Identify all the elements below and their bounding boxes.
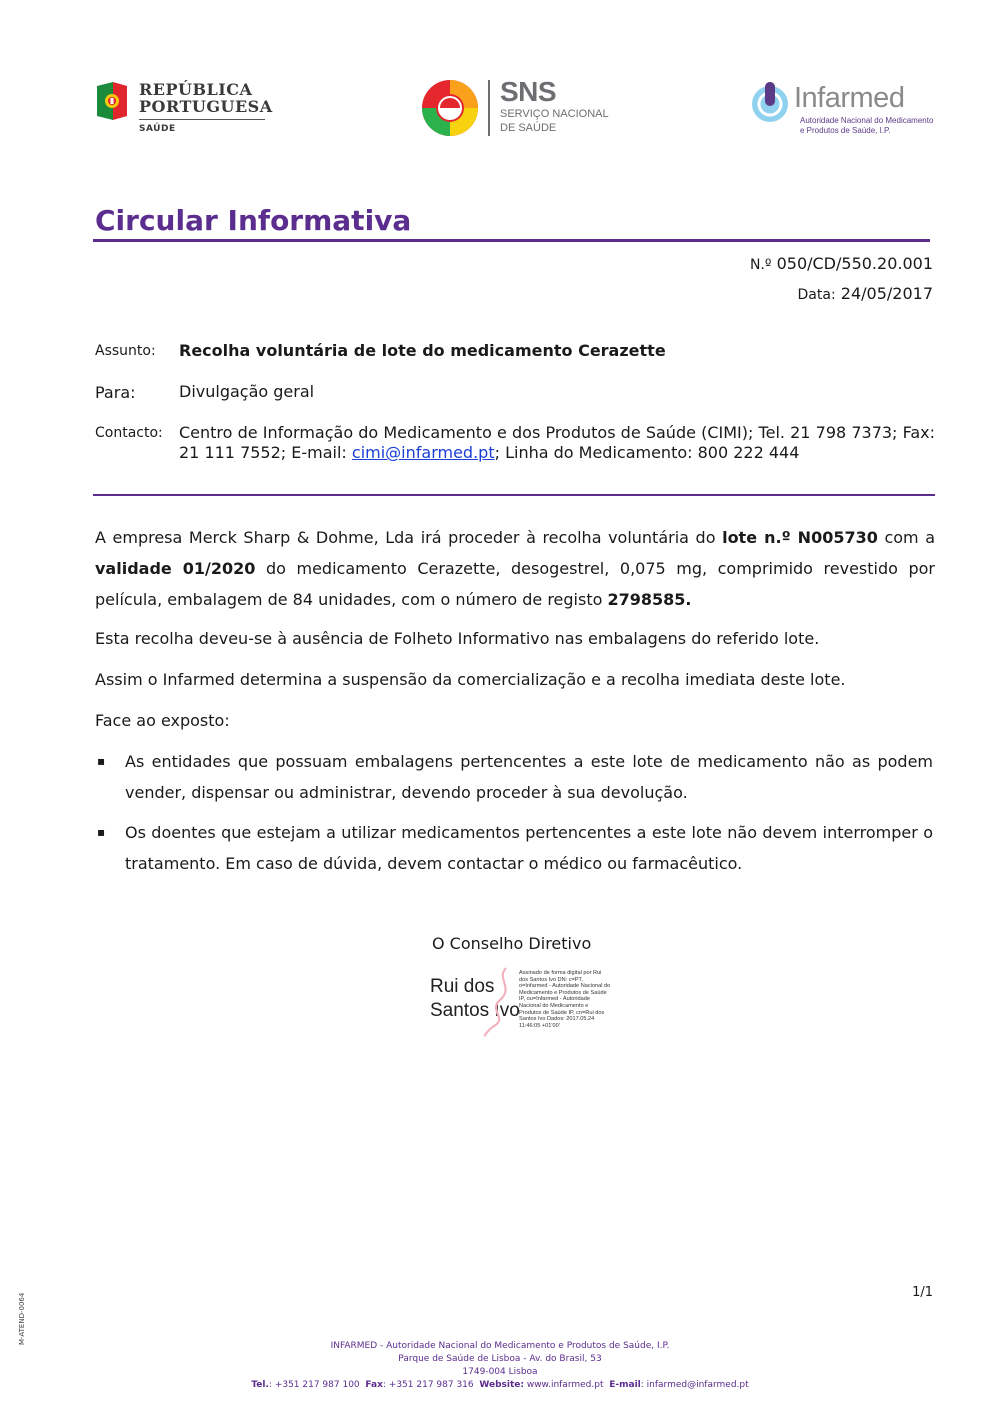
lot-number: lote n.º N005730	[722, 528, 878, 547]
body-paragraph-2: Esta recolha deveu-se à ausência de Folheto Informativo nas embalagens do referido lote.	[95, 629, 820, 648]
bullet-2-marker: ▪	[97, 825, 106, 839]
number-label: N.º	[749, 257, 772, 273]
assunto-value: Recolha voluntária de lote do medicamento Cerazette	[179, 341, 666, 360]
sns-sub1: SERVIÇO NACIONAL	[500, 108, 609, 120]
signer-name-line1: Rui dos	[430, 976, 495, 997]
circular-number	[750, 254, 933, 273]
republica-line1: REPÚBLICA	[139, 80, 253, 99]
date-value: 24/05/2017	[840, 284, 933, 303]
republica-line2: PORTUGUESA	[139, 97, 273, 116]
footer-tel: : +351 217 987 100	[268, 1380, 360, 1390]
footer-email-label: E-mail	[609, 1380, 641, 1390]
contacto-value	[179, 423, 935, 463]
bullet-1: As entidades que possuam embalagens pertencentes a este lote de medicamento não as podem vender, dispensar ou administrar, devendo proceder à sua devolução.	[125, 752, 933, 802]
body-paragraph-3: Assim o Infarmed determina a suspensão da comercialização e a recolha imediata deste lote.	[95, 670, 846, 689]
bullet-2: Os doentes que estejam a utilizar medicamentos pertencentes a este lote não devem interromper o tratamento. Em caso de dúvida, devem contactar o médico ou farmacêutico.	[125, 823, 933, 873]
assunto-label: Assunto:	[95, 343, 156, 359]
council-label: O Conselho Diretivo	[432, 934, 592, 953]
digital-signature-details: Assinado de forma digital por Rui dos Santos Ivo DN: c=PT, o=Infarmed - Autoridade Nacional do Medicamento e Produtos de Saúde IP, ou=Infarmed - Autoridade Nacional do Medicamento e Produtos de Saúde IP, cn=Rui dos Santos Ivo Dados: 2017.05.24 11:46:05 +01'00'	[519, 970, 611, 1029]
sns-emblem-icon	[420, 78, 480, 138]
footer-contacts	[0, 1380, 1000, 1390]
footer-tel-label: Tel.	[251, 1380, 269, 1390]
para-label: Para:	[95, 383, 136, 402]
contacto-text-pre: Centro de Informação do Medicamento e dos Produtos de Saúde (CIMI); Tel. 21 798 7373; Fax: 21 111 7552; E-mail:	[179, 423, 935, 462]
contacto-email-link[interactable]: cimi@infarmed.pt	[351, 443, 495, 462]
footer-postal: 1749-004 Lisboa	[462, 1367, 538, 1377]
footer-fax-label: Fax	[365, 1380, 383, 1390]
title-divider	[93, 239, 930, 242]
header-divider	[93, 494, 935, 496]
number-value: 050/CD/550.20.001	[776, 254, 933, 273]
p1-text-e: do medicamento Cerazette, desogestrel, 0,075 mg, comprimido revestido por película, embalagem de 84 unidades, com o número de registo	[95, 559, 935, 609]
registration-number: 2798585.	[607, 590, 692, 609]
republica-sub: SAÚDE	[139, 124, 176, 134]
footer-org: INFARMED - Autoridade Nacional do Medicamento e Produtos de Saúde, I.P.	[330, 1341, 670, 1351]
sns-title: SNS	[500, 76, 557, 107]
sns-sub2: DE SAÚDE	[500, 122, 557, 134]
footer-email[interactable]: : infarmed@infarmed.pt	[640, 1380, 749, 1390]
infarmed-sub2: e Produtos de Saúde, I.P.	[800, 126, 891, 135]
validity: validade 01/2020	[95, 559, 256, 578]
contacto-text-post: ; Linha do Medicamento: 800 222 444	[494, 443, 800, 462]
contacto-label: Contacto:	[95, 425, 163, 441]
republica-portuguesa-logo	[95, 78, 275, 140]
bullet-1-marker: ▪	[97, 754, 106, 768]
signature-stroke-icon	[478, 966, 518, 1038]
p1-text-a: A empresa Merck Sharp & Dohme, Lda irá proceder à recolha voluntária do	[95, 528, 723, 547]
footer-web-label: Website:	[479, 1380, 524, 1390]
infarmed-logo	[750, 78, 935, 140]
sns-logo	[420, 78, 620, 140]
circular-date	[798, 284, 933, 303]
republica-divider	[139, 119, 265, 120]
para-value: Divulgação geral	[179, 382, 315, 401]
footer-web[interactable]: www.infarmed.pt	[523, 1380, 604, 1390]
sns-divider	[488, 80, 490, 136]
portugal-flag-emblem-icon	[95, 80, 129, 122]
body-paragraph-4: Face ao exposto:	[95, 711, 230, 730]
form-code: M-ATEND-0064	[18, 1292, 26, 1345]
infarmed-name: Infarmed	[794, 82, 905, 114]
footer-address: Parque de Saúde de Lisboa - Av. do Brasil, 53	[398, 1354, 602, 1364]
page-number: 1/1	[912, 1285, 933, 1300]
infarmed-emblem-icon	[750, 80, 794, 124]
p1-text-c: com a	[877, 528, 936, 547]
signer-name-line2: Santos Ivo	[430, 1000, 520, 1021]
footer-fax: : +351 217 987 316	[382, 1380, 474, 1390]
document-title: Circular Informativa	[95, 204, 412, 237]
infarmed-sub1: Autoridade Nacional do Medicamento	[800, 116, 934, 125]
date-label: Data:	[797, 287, 836, 303]
body-paragraph-1	[95, 522, 935, 615]
